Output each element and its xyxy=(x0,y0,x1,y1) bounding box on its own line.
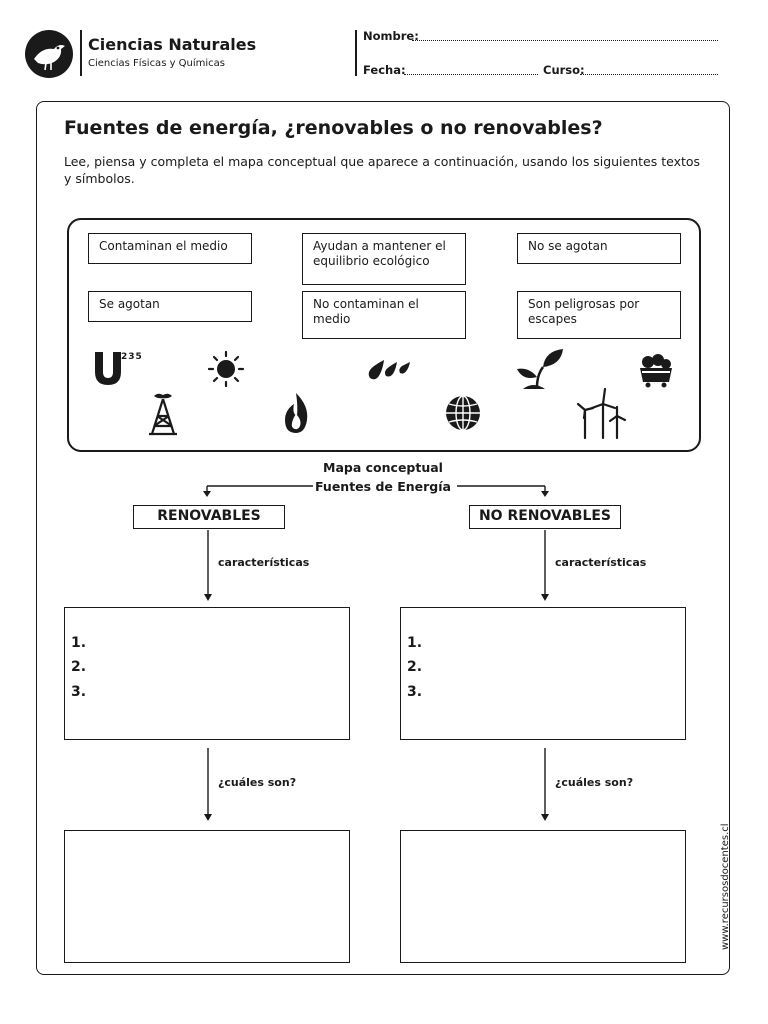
category-renovables: RENOVABLES xyxy=(133,505,285,529)
header-divider xyxy=(80,30,82,76)
uranium-icon[interactable] xyxy=(93,350,123,386)
name-label: Nombre: xyxy=(363,29,419,43)
plant-icon[interactable] xyxy=(515,347,565,391)
option-text[interactable]: Contaminan el medio xyxy=(88,233,252,264)
list-item-number: 1. xyxy=(407,635,423,651)
website-url: www.recursosdocentes.cl xyxy=(720,823,731,950)
wind-turbines-icon[interactable] xyxy=(575,386,629,440)
which-label: ¿cuáles son? xyxy=(218,776,297,789)
subject-subtitle: Ciencias Físicas y Químicas xyxy=(88,58,226,69)
list-item-number: 2. xyxy=(407,659,423,675)
which-label: ¿cuáles son? xyxy=(555,776,634,789)
globe-icon[interactable] xyxy=(444,394,482,432)
oil-derrick-icon[interactable] xyxy=(146,390,180,436)
course-field[interactable] xyxy=(580,74,718,75)
renovables-characteristics-box[interactable] xyxy=(64,607,350,740)
sun-icon[interactable] xyxy=(207,350,245,388)
characteristics-label: características xyxy=(555,556,647,569)
concept-map-title: Mapa conceptual xyxy=(323,460,443,475)
list-item-number: 3. xyxy=(71,684,87,700)
course-label: Curso: xyxy=(543,63,585,77)
category-no-renovables: NO RENOVABLES xyxy=(469,505,621,529)
worksheet-title: Fuentes de energía, ¿renovables o no renovables? xyxy=(64,117,603,139)
list-item-number: 1. xyxy=(71,635,87,651)
bird-logo-icon xyxy=(24,29,74,79)
option-text[interactable]: Ayudan a mantener el equilibrio ecológico xyxy=(302,233,466,285)
subject-title: Ciencias Naturales xyxy=(88,35,257,54)
list-item-number: 3. xyxy=(407,684,423,700)
option-text[interactable]: No contaminan el medio xyxy=(302,291,466,339)
characteristics-label: características xyxy=(218,556,310,569)
no-renovables-examples-box[interactable] xyxy=(400,830,686,963)
coal-cart-icon[interactable] xyxy=(638,354,674,388)
list-item-number: 2. xyxy=(71,659,87,675)
option-text[interactable]: No se agotan xyxy=(517,233,681,264)
gas-flame-icon[interactable] xyxy=(282,392,310,434)
option-text[interactable]: Se agotan xyxy=(88,291,252,322)
date-label: Fecha: xyxy=(363,63,406,77)
option-text[interactable]: Son peligrosas por escapes xyxy=(517,291,681,339)
renovables-examples-box[interactable] xyxy=(64,830,350,963)
oil-drops-icon[interactable] xyxy=(366,358,412,382)
name-field[interactable] xyxy=(412,40,718,41)
uranium-label: 235 xyxy=(121,352,143,362)
header-divider-2 xyxy=(355,30,357,76)
no-renovables-characteristics-box[interactable] xyxy=(400,607,686,740)
concept-map-subtitle: Fuentes de Energía xyxy=(315,479,451,494)
instructions: Lee, piensa y completa el mapa conceptual que aparece a continuación, usando los siguientes textos y símbolos. xyxy=(64,154,701,186)
date-field[interactable] xyxy=(404,74,538,75)
